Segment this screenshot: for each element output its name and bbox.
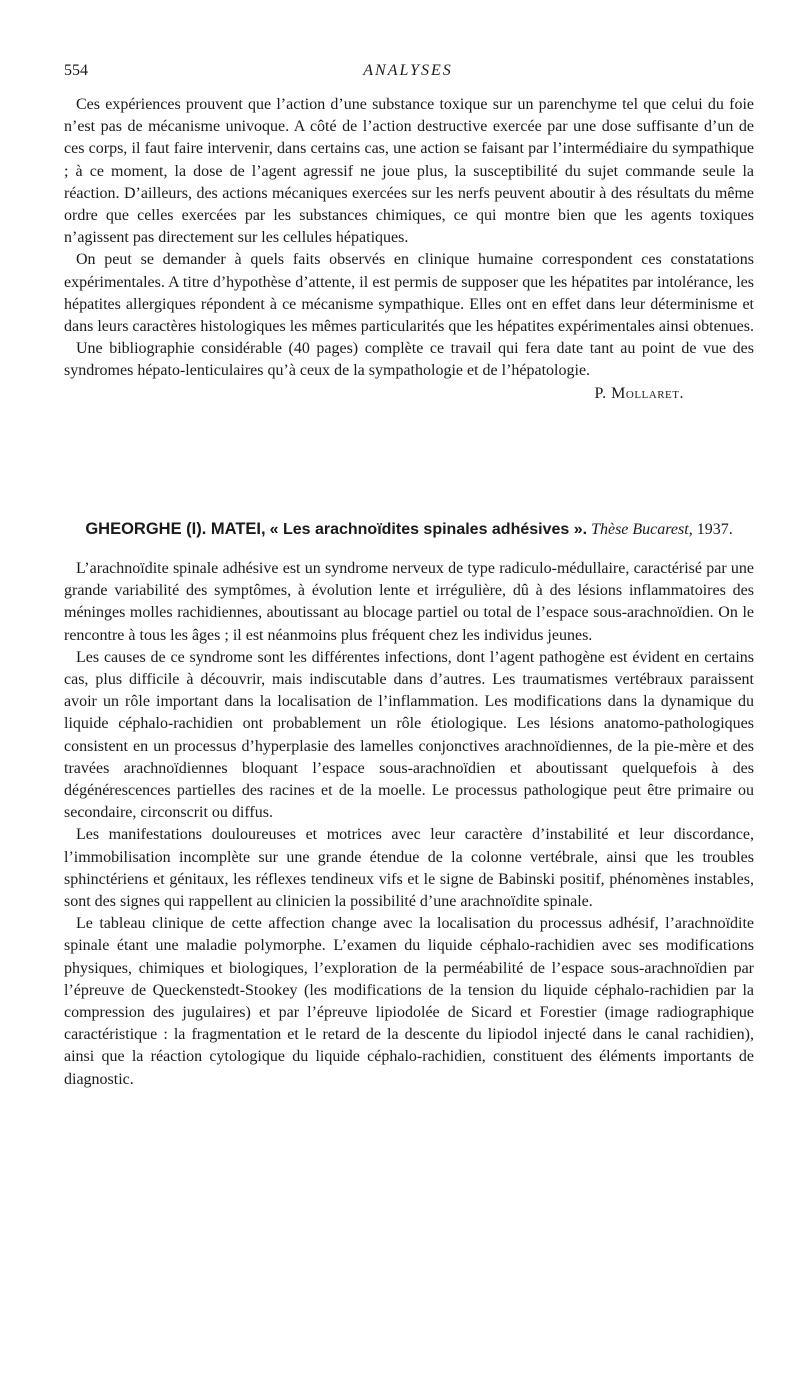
review-1-paragraph-2: On peut se demander à quels faits observés en clinique humaine correspondent ces constatations expérimentales. A titre d’hypothèse d’attente, il est permis de supposer que les hépatites par intolérance, les hépatites allergiques répondent à ce mécanisme sympathique. Elles ont en effet dans leur déterminisme et dans leurs caractères histologiques les mêmes particularités que les hépatites expérimentales ainsi obtenues. bbox=[64, 251, 754, 336]
review-2-year: 1937. bbox=[696, 521, 733, 538]
page-number: 554 bbox=[64, 62, 88, 79]
review-2-title: « Les arachnoïdites spinales adhésives ». bbox=[269, 521, 588, 538]
review-2-paragraph-1: L’arachnoïdite spinale adhésive est un syndrome nerveux de type radiculo-médullaire, caractérisé par une grande variabilité des symptômes, à évolution lente et irrégulière, dû à des lésions inflammatoires des méninges molles rachidiennes, aboutissant au blocage partiel ou total de l’espace sous-arachnoïdien. On le rencontre à tous les âges ; il est néanmoins plus fréquent chez les individus jeunes. bbox=[64, 560, 754, 644]
review-1-signature: P. Mollaret. bbox=[594, 384, 684, 402]
review-2-paragraph-4: Le tableau clinique de cette affection change avec la localisation du processus adhésif, l’arachnoïdite spinale étant une maladie polymorphe. L’examen du liquide céphalo-rachidien avec ses modifications physiques, chimiques et biologiques, l’exploration de la perméabilité de l’espace sous-arachnoïdien par l’épreuve de Queckenstedt-Stookey (les modifications de la tension du liquide céphalo-rachidien par la compression des jugulaires) et par l’épreuve lipiodolée de Sicard et Forestier (image radiographique caractéristique : la fragmentation et le retard de la descente du lipiodol injecté dans le canal rachidien), ainsi que la réaction cytologique du liquide céphalo-rachidien, constituent des éléments importants de diagnostic. bbox=[64, 915, 754, 1088]
review-2-source: Thèse Bucarest, bbox=[591, 521, 693, 538]
review-1-bibliography-note: Une bibliographie considérable (40 pages) complète ce travail qui fera date tant au point de vue des syndromes hépato-lenticulaires qu’à ceux de la sympathologie et de l’hépatologie. bbox=[64, 340, 754, 380]
review-2-body bbox=[64, 518, 754, 1091]
review-1-paragraph-3 bbox=[64, 338, 754, 402]
review-1-body bbox=[64, 94, 754, 405]
review-2-heading bbox=[64, 518, 754, 541]
review-2-paragraph-3: Les manifestations douloureuses et motrices avec leur caractère d’instabilité et leur discordance, l’immobilisation incomplète sur une grande étendue de la colonne vertébrale, ainsi que les troubles sphinctériens et génitaux, les réflexes tendineux vifs et le signe de Babinski positif, phénomènes instables, sont des signes qui rappellent au clinicien la possibilité d’une arachnoïdite spinale. bbox=[64, 826, 754, 911]
page-header bbox=[64, 62, 752, 86]
review-2-paragraph-2: Les causes de ce syndrome sont les différentes infections, dont l’agent pathogène est évident en certains cas, plus difficile à découvrir, mais indiscutable dans d’autres. Les traumatismes vertébraux paraissent avoir un rôle important dans la localisation de l’inflammation. Les modifications dans la dynamique du liquide céphalo-rachidien ont probablement un rôle étiologique. Les lésions anatomo-pathologiques consistent en un processus d’hyperplasie des lamelles conjonctives arachnoïdiennes, de la pie-mère et des travées arachnoïdiennes bloquant l’espace sous-arachnoïdien et aboutissant quelquefois à des dégénérescences partielles des racines et de la moelle. Le processus pathologique peut être primaire ou secondaire, circonscrit ou diffus. bbox=[64, 648, 754, 822]
review-2-authors: GHEORGHE (I). MATEI, bbox=[85, 520, 266, 538]
review-1-paragraph-1: Ces expériences prouvent que l’action d’une substance toxique sur un parenchyme tel que celui du foie n’est pas de mécanisme univoque. A côté de l’action destructive exercée par une dose suffisante d’un de ces corps, il faut faire intervenir, dans certains cas, une action se faisant par l’intermédiaire du sympathique ; à ce moment, la dose de l’agent agressif ne joue plus, la susceptibilité du sujet commande seule la réaction. D’ailleurs, des actions mécaniques exercées sur les nerfs peuvent aboutir à des résultats du même ordre que celles exercées par les substances chimiques, ce qui montre bien que les agents toxiques n’agissent pas directement sur les cellules hépatiques. bbox=[64, 96, 754, 247]
running-title: ANALYSES bbox=[363, 62, 453, 79]
